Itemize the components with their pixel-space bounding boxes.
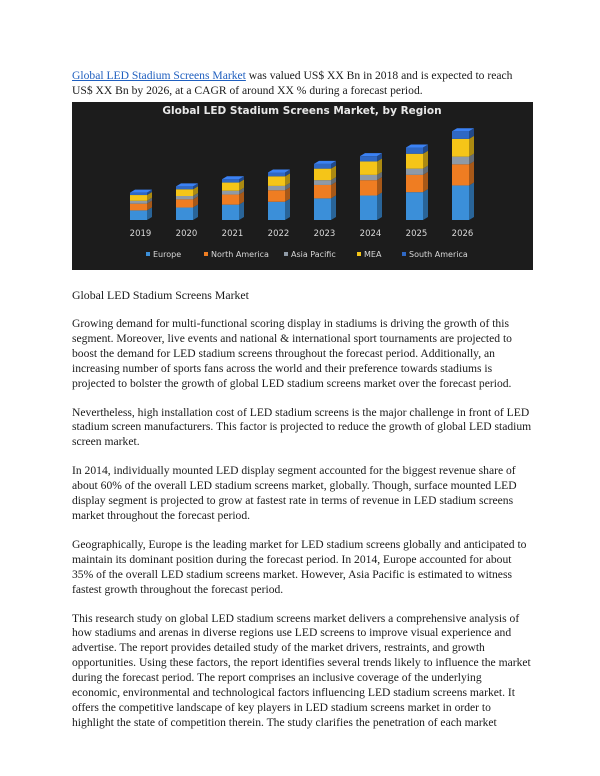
bar-asia-pacific-2019 [130, 201, 147, 204]
section-heading: Global LED Stadium Screens Market [72, 288, 249, 302]
bar-europe-2024 [360, 196, 377, 220]
chart-legend [146, 250, 468, 259]
bar-north-america-2019 [130, 204, 147, 211]
bar-south-america-2022 [268, 172, 285, 176]
region-bar-chart [72, 102, 533, 270]
bar-europe-2022 [268, 202, 285, 220]
paragraph-segments: In 2014, individually mounted LED display segment accounted for the biggest revenue share of about 60% of the overall LED stadium screens market, globally. Though, surface mounted LED display segment is projected to grow at fastest rate in terms of revenue in LED stadium screens market throughout the forecast period. [72, 464, 517, 522]
bar-asia-pacific-2021 [222, 191, 239, 195]
bar-side-europe-2026 [469, 182, 474, 220]
bar-europe-2023 [314, 198, 331, 220]
bar-side-north-america-2024 [377, 177, 382, 195]
bar-mea-2021 [222, 183, 239, 191]
bar-mea-2024 [360, 161, 377, 174]
legend-label-europe: Europe [153, 250, 182, 259]
bar-north-america-2020 [176, 199, 193, 207]
bar-north-america-2022 [268, 190, 285, 202]
bar-mea-2026 [452, 139, 469, 157]
legend-label-mea: MEA [364, 250, 382, 259]
bar-south-america-2026 [452, 131, 469, 139]
bar-europe-2019 [130, 210, 147, 220]
bar-south-america-2019 [130, 193, 147, 195]
paragraph-geography: Geographically, Europe is the leading market for LED stadium screens globally and anticipated to maintain its dominant position during the forecast period. In 2014, Europe accounted for about 35% of the overall LED stadium screens market. However, Asia Pacific is estimated to witness fastest growth throughout the forecast period. [72, 537, 527, 596]
bar-mea-2019 [130, 195, 147, 201]
bar-mea-2022 [268, 176, 285, 186]
chart-canvas [72, 102, 533, 270]
bar-south-america-2021 [222, 179, 239, 182]
bar-europe-2025 [406, 192, 423, 220]
legend-swatch-mea [357, 252, 361, 256]
bar-side-europe-2021 [239, 202, 244, 220]
bar-side-europe-2022 [285, 199, 290, 220]
legend-swatch-north-america [204, 252, 208, 256]
bar-north-america-2026 [452, 164, 469, 185]
x-tick-2020: 2020 [175, 229, 198, 239]
bar-side-north-america-2026 [469, 161, 474, 185]
paragraph-cost-challenge: Nevertheless, high installation cost of LED stadium screens is the major challenge in front of LED stadium screen manufacturers. This factor is projected to reduce the growth of global LED stadium screen market. [72, 405, 532, 449]
x-tick-2025: 2025 [405, 229, 428, 239]
bar-south-america-2023 [314, 164, 331, 169]
intro-paragraph [72, 68, 532, 98]
bar-asia-pacific-2024 [360, 175, 377, 180]
legend-swatch-europe [146, 252, 150, 256]
bar-europe-2021 [222, 205, 239, 220]
bar-south-america-2025 [406, 148, 423, 154]
market-report-link[interactable]: Global LED Stadium Screens Market [72, 69, 246, 82]
bar-asia-pacific-2025 [406, 169, 423, 175]
x-tick-2019: 2019 [129, 229, 152, 239]
bar-south-america-2024 [360, 156, 377, 161]
bar-side-europe-2023 [331, 195, 336, 220]
bar-asia-pacific-2022 [268, 186, 285, 190]
chart-title: Global LED Stadium Screens Market, by Region [162, 105, 442, 117]
x-tick-2021: 2021 [221, 229, 244, 239]
bar-side-mea-2025 [423, 151, 428, 169]
paragraph-research-study: This research study on global LED stadium screens market delivers a comprehensive analysis of how stadiums and arenas in diverse regions use LED screens to improve visual experience and advertise. The report provides detailed study of the market drivers, restraints, and growth opportunities. Using these factors, the report identifies several trends likely to influence the market during the forecast period. The report comprises an inclusive coverage of the underlying economic, environmental and technological factors influencing LED stadium screens market. It offers the competitive landscape of key players in LED stadium screens market in order to highlight the state of competition therein. The study clarifies the penetration of each market [72, 611, 531, 729]
bar-mea-2023 [314, 169, 331, 181]
bar-north-america-2024 [360, 180, 377, 195]
x-tick-2026: 2026 [451, 229, 474, 239]
bar-mea-2020 [176, 189, 193, 196]
bar-mea-2025 [406, 154, 423, 169]
bars-group [130, 128, 474, 220]
paragraph-demand: Growing demand for multi-functional scoring display in stadiums is driving the growth of this segment. Moreover, live events and national & international sport tournaments are projected to boost the demand for LED stadium screens throughout the forecast period. Additionally, an increasing number of sports fans across the world and their preference towards stadiums is projected to bolster the growth of global LED stadium screens market over the forecast period. [72, 317, 512, 390]
legend-swatch-south-america [402, 252, 406, 256]
x-tick-2023: 2023 [313, 229, 336, 239]
bar-side-europe-2025 [423, 189, 428, 220]
bar-europe-2020 [176, 208, 193, 220]
x-tick-2022: 2022 [267, 229, 290, 239]
bar-asia-pacific-2026 [452, 157, 469, 165]
bar-south-america-2020 [176, 186, 193, 189]
bar-north-america-2023 [314, 185, 331, 198]
x-tick-labels [130, 229, 474, 239]
legend-label-asia-pacific: Asia Pacific [291, 250, 336, 259]
intro-text: was valued US$ XX Bn in 2018 and is expected to reach US$ XX Bn by 2026, at a CAGR of around XX % during a forecast period. [72, 69, 513, 97]
document-page [72, 68, 532, 731]
bar-side-north-america-2025 [423, 172, 428, 192]
x-tick-2024: 2024 [359, 229, 382, 239]
legend-label-south-america: South America [409, 250, 468, 259]
bar-side-europe-2024 [377, 193, 382, 220]
bar-side-mea-2026 [469, 136, 474, 157]
legend-label-north-america: North America [211, 250, 269, 259]
bar-north-america-2025 [406, 175, 423, 192]
bar-asia-pacific-2020 [176, 196, 193, 199]
bar-europe-2026 [452, 185, 469, 220]
legend-swatch-asia-pacific [284, 252, 288, 256]
bar-asia-pacific-2023 [314, 180, 331, 185]
bar-north-america-2021 [222, 195, 239, 205]
